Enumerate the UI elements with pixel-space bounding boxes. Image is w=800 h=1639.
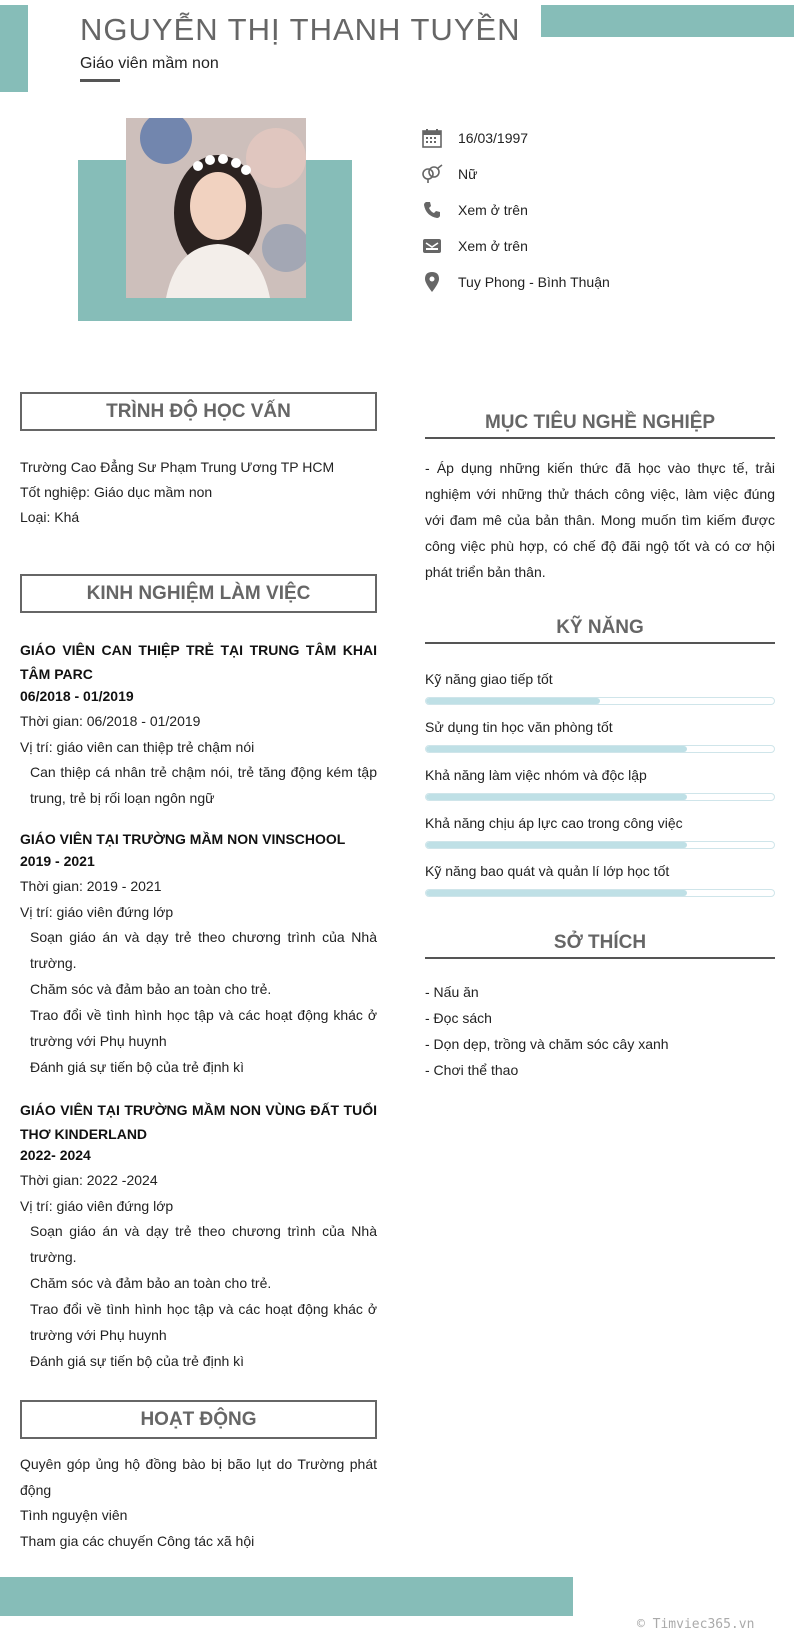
job-title: GIÁO VIÊN CAN THIỆP TRẺ TẠI TRUNG TÂM KHAI TÂM PARC [20,642,377,682]
gender-icon [420,162,444,186]
experience-heading: KINH NGHIỆM LÀM VIỆC [20,574,377,613]
objective-text: - Áp dụng những kiến thức đã học vào thực tế, trải nghiệm với những thử thách công việc, làm việc đúng với đam mê của bản thân. Mong muốn tìm kiếm được công việc phù hợp, có chế độ đãi ngộ tốt và có cơ hội phát triển bản thân. [425,460,775,580]
hobby-item: - Chơi thể thao [425,1062,519,1078]
phone-icon [420,198,444,222]
skill-label: Khả năng làm việc nhóm và độc lập [425,767,647,783]
accent-block-bottom [0,1577,573,1616]
job-title: GIÁO VIÊN TẠI TRƯỜNG MẦM NON VÙNG ĐẤT TUỔI THƠ KINDERLAND [20,1102,377,1142]
hobby-item: - Dọn dẹp, trồng và chăm sóc cây xanh [425,1036,669,1052]
job-time: Thời gian: 2019 - 2021 [20,878,162,894]
skills-heading: KỸ NĂNG [425,617,775,644]
accent-block-top-right [541,5,794,37]
skill-label: Sử dụng tin học văn phòng tốt [425,719,613,735]
job-description: Trao đổi về tình hình học tập và các hoạt động khác ở trường với Phụ huynh [30,1007,377,1049]
job-description: Đánh giá sự tiến bộ của trẻ định kì [30,1059,245,1075]
job-description: Chăm sóc và đảm bảo an toàn cho trẻ. [30,981,272,997]
job-description: Soạn giáo án và dạy trẻ theo chương trình của Nhà trường. [30,1223,377,1265]
skill-bar [425,697,775,705]
objective-heading: MỤC TIÊU NGHỀ NGHIỆP [425,412,775,439]
education-line: Loại: Khá [20,509,80,525]
job-position: Vị trí: giáo viên đứng lớp [20,1198,174,1214]
job-position: Vị trí: giáo viên can thiệp trẻ chậm nói [20,739,255,755]
candidate-name: NGUYỄN THỊ THANH TUYỀN [80,12,521,47]
calendar-icon [420,126,444,150]
contact-birthday [420,124,528,152]
job-time: Thời gian: 06/2018 - 01/2019 [20,713,201,729]
job-position: Vị trí: giáo viên đứng lớp [20,904,174,920]
hobbies-heading: SỞ THÍCH [425,932,775,959]
job-description: Đánh giá sự tiến bộ của trẻ định kì [30,1353,245,1369]
skill-bar [425,793,775,801]
skill-label: Kỹ năng giao tiếp tốt [425,671,553,687]
phone-text: Xem ở trên [458,202,528,218]
skill-bar [425,745,775,753]
skill-bar-fill [426,842,687,848]
activity-line: Tình nguyện viên [20,1507,128,1523]
job-description: Soạn giáo án và dạy trẻ theo chương trình của Nhà trường. [30,929,377,971]
hobby-item: - Đọc sách [425,1010,492,1026]
envelope-icon [420,234,444,258]
job-title: GIÁO VIÊN TẠI TRƯỜNG MẦM NON VINSCHOOL [20,831,346,847]
job-period: 06/2018 - 01/2019 [20,688,134,704]
contact-email [420,232,528,260]
activities-heading: HOẠT ĐỘNG [20,1400,377,1439]
job-description: Can thiệp cá nhân trẻ chậm nói, trẻ tăng động kém tập trung, trẻ bị rối loạn ngôn ngữ [30,764,377,806]
footer-credit: © Timviec365.vn [637,1617,755,1632]
map-pin-icon [420,270,444,294]
education-heading: TRÌNH ĐỘ HỌC VẤN [20,392,377,431]
job-period: 2019 - 2021 [20,853,95,869]
contact-gender [420,160,477,188]
candidate-job-title: Giáo viên mầm non [80,55,219,72]
birthday-text: 16/03/1997 [458,130,529,146]
education-line: Trường Cao Đẳng Sư Phạm Trung Ương TP HCM [20,459,335,475]
email-text: Xem ở trên [458,238,528,254]
job-description: Chăm sóc và đảm bảo an toàn cho trẻ. [30,1275,272,1291]
skill-label: Kỹ năng bao quát và quản lí lớp học tốt [425,863,670,879]
skill-bar [425,889,775,897]
education-line: Tốt nghiệp: Giáo dục mầm non [20,484,213,500]
portrait-illustration [126,118,306,298]
hobby-item: - Nấu ăn [425,984,479,1000]
contact-phone [420,196,528,224]
job-time: Thời gian: 2022 -2024 [20,1172,158,1188]
gender-text: Nữ [458,166,478,182]
job-period: 2022- 2024 [20,1147,91,1163]
address-text: Tuy Phong - Bình Thuận [458,274,610,290]
activity-line: Quyên góp ủng hộ đồng bào bị bão lụt do Trường phát động [20,1456,377,1498]
skill-bar-fill [426,746,687,752]
skill-bar [425,841,775,849]
contact-address [420,268,610,296]
job-description: Trao đổi về tình hình học tập và các hoạt động khác ở trường với Phụ huynh [30,1301,377,1343]
skill-bar-fill [426,890,687,896]
skill-bar-fill [426,794,687,800]
title-underline [80,79,120,82]
accent-block-left [0,5,28,92]
skill-bar-fill [426,698,600,704]
activity-line: Tham gia các chuyến Công tác xã hội [20,1533,255,1549]
skill-label: Khả năng chịu áp lực cao trong công việc [425,815,683,831]
profile-photo [126,118,306,298]
